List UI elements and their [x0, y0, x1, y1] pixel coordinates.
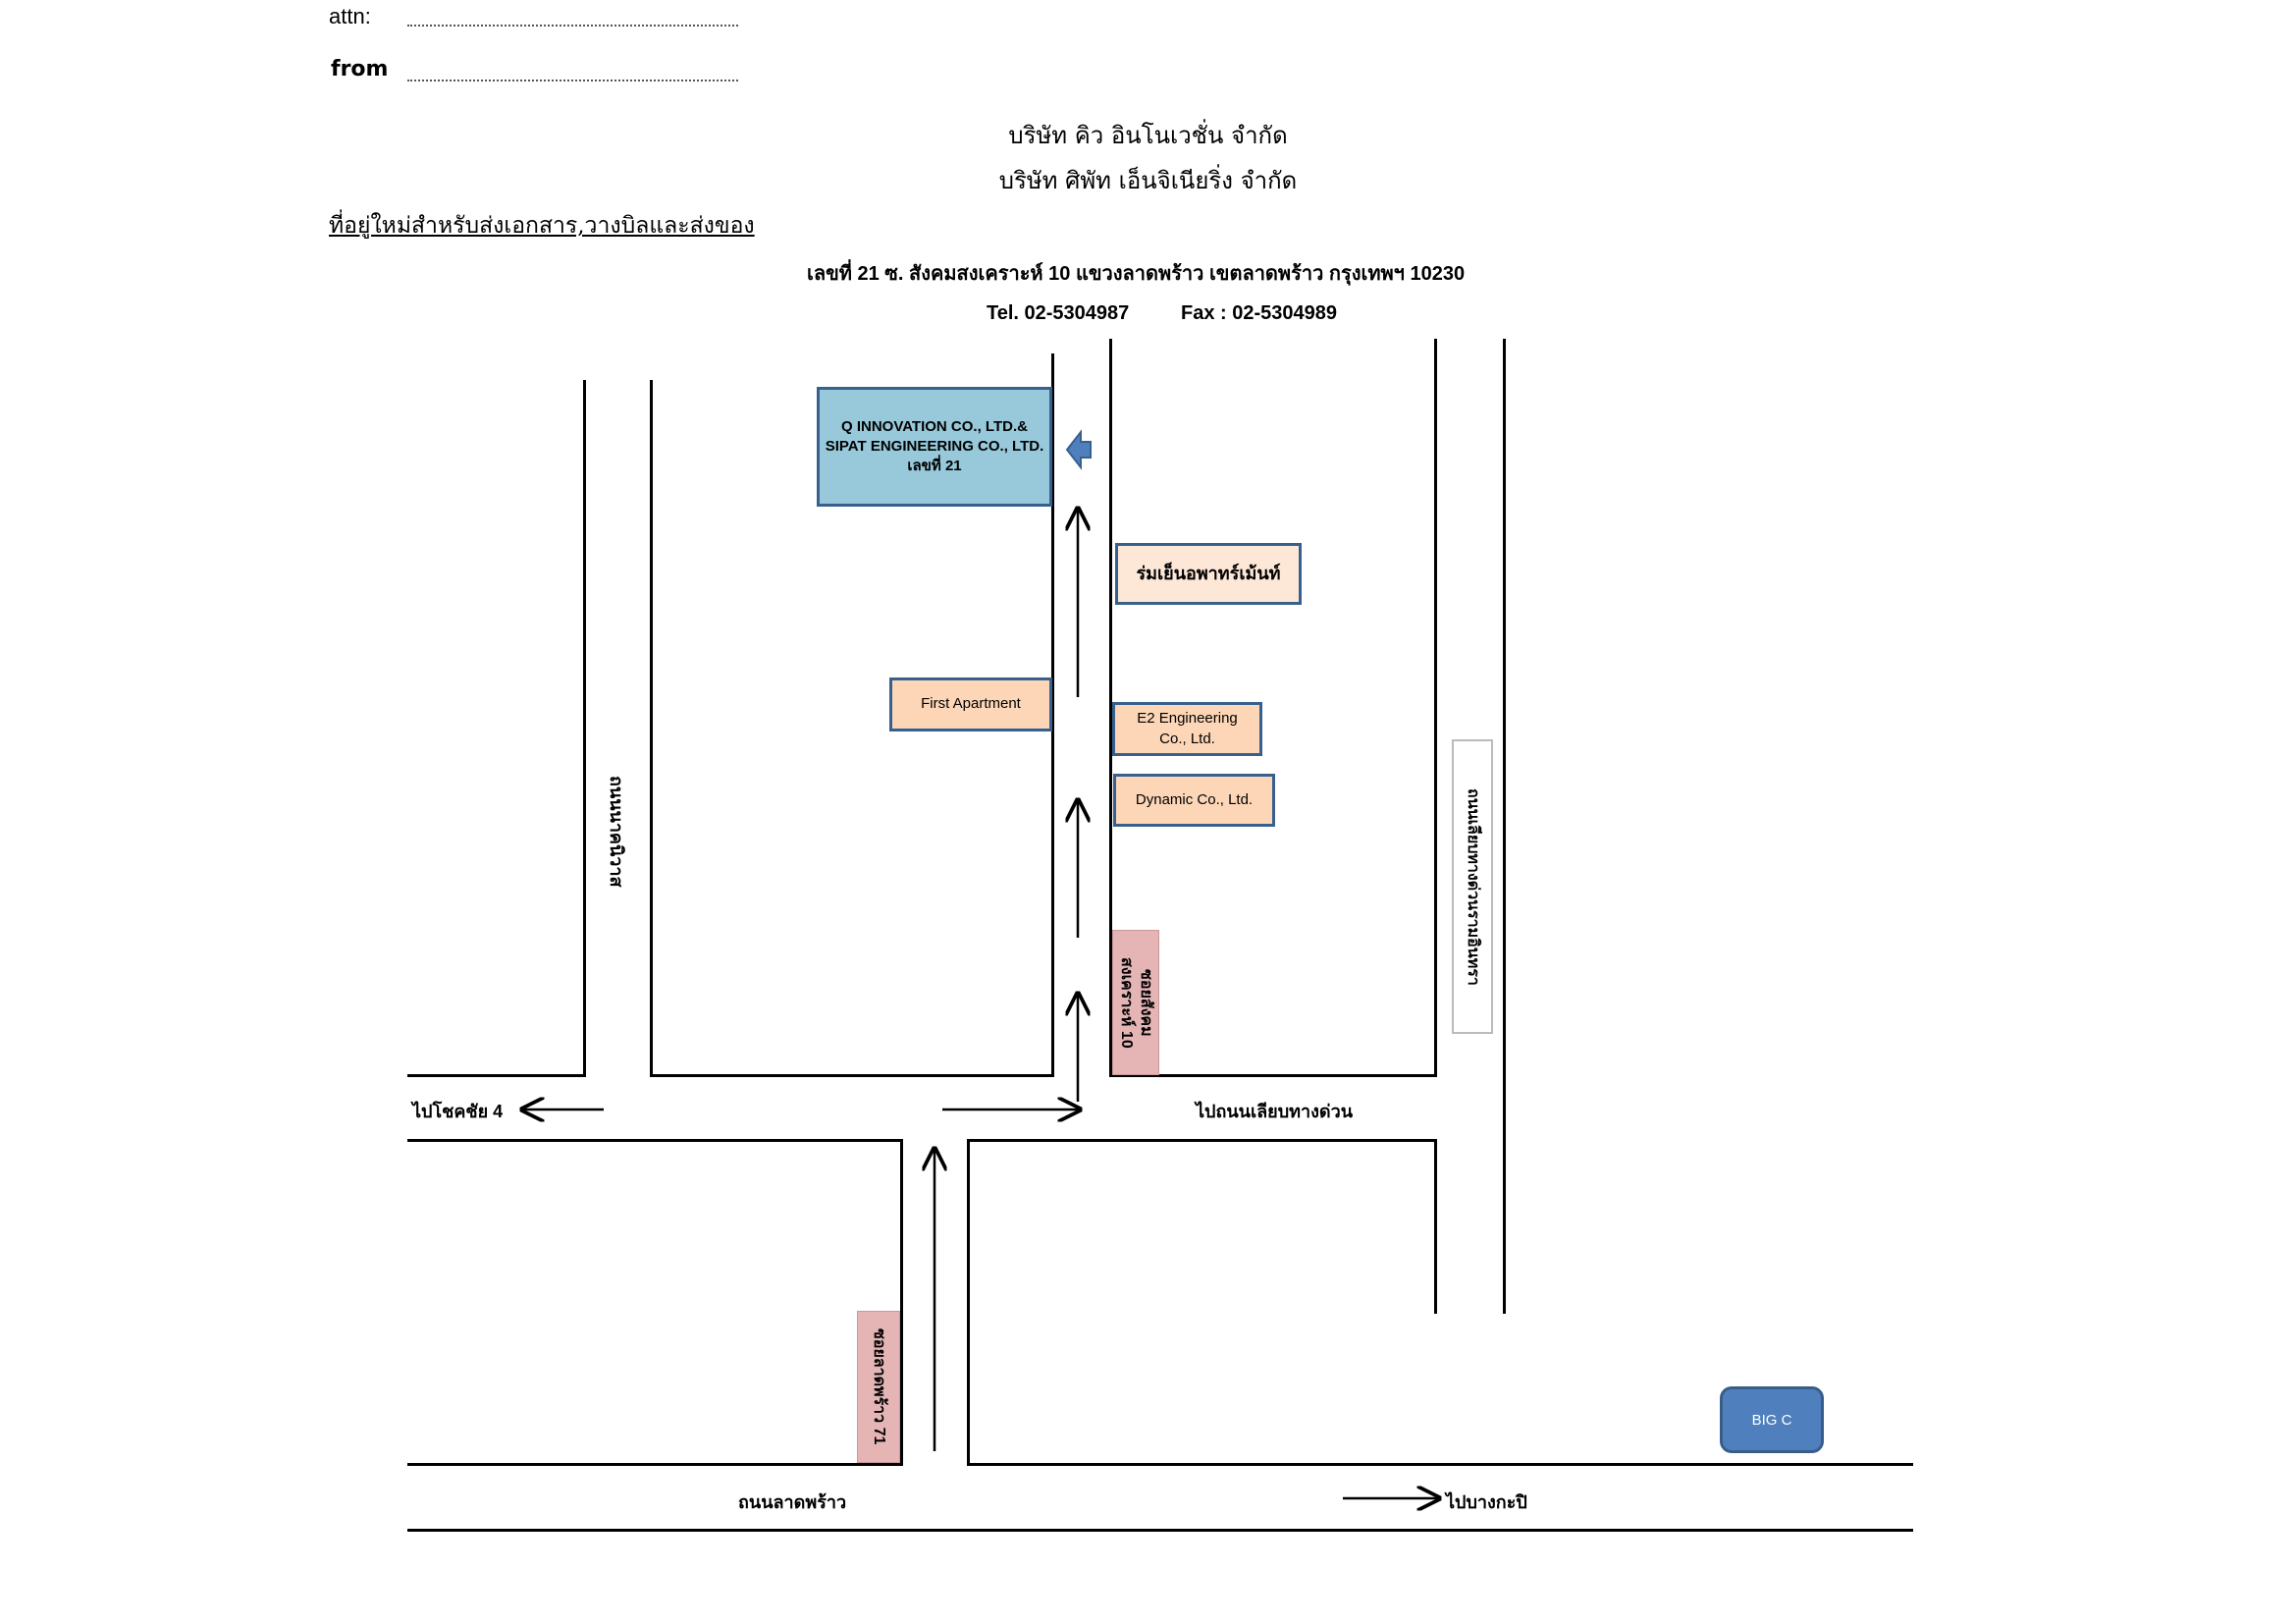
landmark-dynamic: Dynamic Co., Ltd.: [1113, 774, 1275, 827]
e2-line-1: E2 Engineering: [1137, 710, 1238, 728]
from-label: from: [331, 57, 389, 81]
lat-phrao-road-label: ถนนลาดพร้าว: [738, 1492, 847, 1512]
liap-thang-duan-label: ถนนเลียบทางด่วนรามอินทรา: [1464, 787, 1481, 986]
destination-box: [817, 387, 1052, 507]
to-bang-kapi-label: ไปบางกะปิ: [1446, 1492, 1527, 1512]
company-name-1: บริษัท คิว อินโนเวชั่น จำกัด: [1008, 122, 1288, 149]
new-address-title: ที่อยู่ใหม่สำหรับส่งเอกสาร,วางบิลและส่งของ: [329, 213, 755, 239]
soi-10-label-2: สงเคราะห์ 10: [1118, 956, 1135, 1049]
big-c-landmark: BIG C: [1720, 1386, 1824, 1453]
tel-number: Tel. 02-5304987: [987, 302, 1130, 324]
landmark-e2-engineering: [1112, 702, 1262, 756]
soi-10-label-1: ซอยสังคม: [1138, 968, 1154, 1037]
liap-thang-duan-sign: [1452, 739, 1493, 1034]
nak-niwat-road-label: ถนนนาคนิวาส: [607, 776, 626, 888]
landmark-first-apartment: First Apartment: [889, 677, 1052, 731]
soi-lat-phrao-71-label: ซอยลาดพร้าว 71: [870, 1328, 887, 1445]
destination-line-3: เลขที่ 21: [907, 458, 962, 475]
attn-label: attn:: [329, 4, 371, 28]
to-chokchai4-label: ไปโชคชัย 4: [412, 1102, 504, 1121]
to-liap-thang-duan-label: ไปถนนเลียบทางด่วน: [1196, 1102, 1354, 1121]
address-line: เลขที่ 21 ซ. สังคมสงเคราะห์ 10 แขวงลาดพร้าว เขตลาดพร้าว กรุงเทพฯ 10230: [807, 263, 1466, 285]
fax-number: Fax : 02-5304989: [1181, 302, 1338, 324]
company-name-2: บริษัท ศิพัท เอ็นจิเนียริ่ง จำกัด: [998, 167, 1298, 194]
destination-line-1: Q INNOVATION CO., LTD.&: [840, 417, 1028, 435]
landmark-rom-yen-apartment: ร่มเย็นอพาทร์เม้นท์: [1115, 543, 1302, 605]
destination-pointer-icon: [1067, 432, 1091, 467]
soi-lat-phrao-71-sign: [857, 1311, 900, 1463]
soi-sangkhom-10-sign: [1112, 930, 1159, 1075]
destination-line-2: SIPAT ENGINEERING CO., LTD.: [825, 437, 1044, 455]
e2-line-2: Co., Ltd.: [1159, 730, 1215, 747]
